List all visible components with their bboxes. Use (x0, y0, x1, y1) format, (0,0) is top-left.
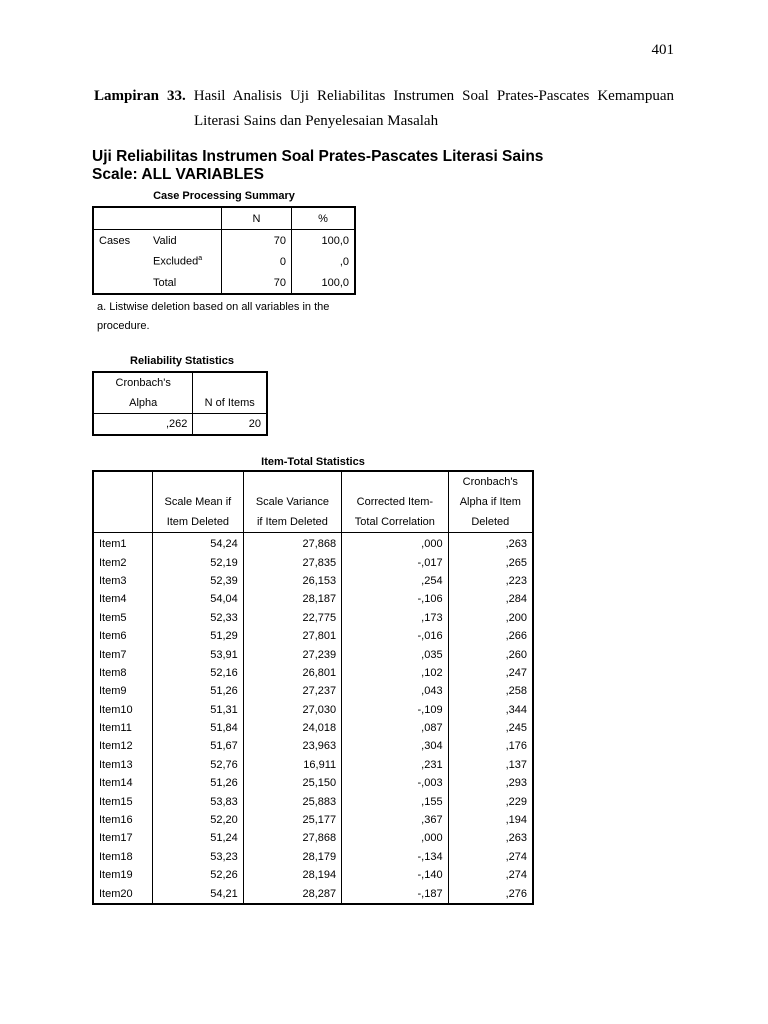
cell-item-name: Item1 (99, 538, 127, 551)
cell-scale-variance: 28,179 (243, 848, 341, 866)
section-title-line-2: Scale: ALL VARIABLES (92, 166, 264, 183)
table-header-row (93, 372, 267, 393)
cell-percent: ,0 (292, 251, 356, 272)
cell-n: 0 (222, 251, 292, 272)
cell-scale-mean: 54,24 (153, 533, 244, 554)
cell-alpha: ,262 (165, 418, 188, 430)
item-total-table (92, 470, 534, 905)
cell-scale-variance: 27,237 (243, 682, 341, 700)
cell-item-name: Item20 (99, 887, 133, 900)
cell-scale-variance: 27,868 (243, 533, 341, 554)
item-total-body (93, 533, 533, 904)
cell-corrected-correlation: ,367 (342, 811, 448, 829)
table-row (93, 811, 533, 829)
cell-scale-mean: 52,20 (153, 811, 244, 829)
cell-item-name: Item3 (99, 574, 127, 587)
cell-alpha-if-deleted: ,274 (448, 866, 533, 884)
cell-corrected-correlation: ,155 (342, 792, 448, 810)
table-row (93, 866, 533, 884)
cell-corrected-correlation: ,173 (342, 609, 448, 627)
cell-scale-mean: 51,67 (153, 737, 244, 755)
cell-scale-variance: 27,030 (243, 701, 341, 719)
header-n: N (222, 207, 292, 230)
cell-percent: 100,0 (292, 230, 356, 252)
cell-corrected-correlation: ,102 (342, 664, 448, 682)
item-total-title: Item-Total Statistics (261, 456, 365, 468)
table-row (93, 272, 355, 294)
cell-alpha-if-deleted: ,194 (448, 811, 533, 829)
footnote-marker: a (198, 255, 203, 263)
cell-corrected-correlation: -,017 (342, 553, 448, 571)
cell-alpha-if-deleted: ,245 (448, 719, 533, 737)
table-row (93, 572, 533, 590)
header-percent: % (292, 207, 356, 230)
cell-scale-variance: 27,239 (243, 645, 341, 663)
cell-scale-mean: 51,26 (153, 774, 244, 792)
cell-scale-mean: 51,29 (153, 627, 244, 645)
cell-item-name: Item19 (99, 869, 133, 882)
cell-scale-mean: 54,21 (153, 884, 244, 903)
cell-scale-variance: 27,868 (243, 829, 341, 847)
table-row (93, 848, 533, 866)
cell-corrected-correlation: ,254 (342, 572, 448, 590)
cell-scale-variance: 27,801 (243, 627, 341, 645)
table-row (93, 645, 533, 663)
cell-scale-variance: 24,018 (243, 719, 341, 737)
table-row (93, 664, 533, 682)
cell-scale-variance: 28,287 (243, 884, 341, 903)
header-cell (342, 471, 448, 492)
cell-scale-variance: 28,194 (243, 866, 341, 884)
table-row (93, 590, 533, 608)
cell-scale-mean: 53,91 (153, 645, 244, 663)
section-title (92, 148, 543, 184)
cell-alpha-if-deleted: ,260 (448, 645, 533, 663)
table-row (93, 553, 533, 571)
cell-corrected-correlation: ,035 (342, 645, 448, 663)
table-row (93, 719, 533, 737)
table-header-row (93, 393, 267, 414)
header-cell: Cronbach's (448, 471, 533, 492)
caption-label: Lampiran 33. (94, 88, 186, 104)
header-cell: Total Correlation (342, 512, 448, 533)
cell-scale-variance: 22,775 (243, 609, 341, 627)
cell-item-name: Item18 (99, 850, 133, 863)
cell-alpha-if-deleted: ,247 (448, 664, 533, 682)
cell-alpha-if-deleted: ,263 (448, 829, 533, 847)
table-row (93, 884, 533, 903)
cell-scale-variance: 25,150 (243, 774, 341, 792)
header-cell: Scale Mean if (153, 492, 244, 512)
table-header-row (93, 471, 533, 492)
cell-alpha-if-deleted: ,344 (448, 701, 533, 719)
cell-alpha-if-deleted: ,137 (448, 756, 533, 774)
table-row (93, 701, 533, 719)
table-row (93, 756, 533, 774)
header-alpha-line-1: Cronbach's (115, 377, 171, 389)
table-row (93, 792, 533, 810)
caption-text: Hasil Analisis Uji Reliabilitas Instrumen Soal Prates-Pascates Kemampuan (193, 88, 674, 104)
cell-alpha-if-deleted: ,258 (448, 682, 533, 700)
header-n-of-items: N of Items (193, 393, 267, 414)
table-header-row (93, 492, 533, 512)
cell-corrected-correlation: ,231 (342, 756, 448, 774)
header-alpha-line-2: Alpha (93, 393, 193, 414)
header-cell (243, 471, 341, 492)
case-processing-title: Case Processing Summary (153, 190, 295, 202)
cell-alpha-if-deleted: ,274 (448, 848, 533, 866)
table-row (93, 609, 533, 627)
cell-scale-variance: 25,177 (243, 811, 341, 829)
header-cell: Scale Variance (243, 492, 341, 512)
table-row (93, 774, 533, 792)
table-row (93, 533, 533, 554)
cell-alpha-if-deleted: ,284 (448, 590, 533, 608)
cell-scale-mean: 52,16 (153, 664, 244, 682)
page-number: 401 (651, 42, 674, 58)
cell-corrected-correlation: ,087 (342, 719, 448, 737)
cell-item-name: Item11 (99, 722, 132, 735)
cell-item-name: Item4 (99, 593, 127, 606)
cell-scale-mean: 51,24 (153, 829, 244, 847)
cell-item-name: Item9 (99, 685, 127, 698)
cell-percent: 100,0 (292, 272, 356, 294)
reliability-title: Reliability Statistics (130, 355, 234, 367)
cell-alpha-if-deleted: ,176 (448, 737, 533, 755)
row-group-label: Cases (99, 234, 131, 247)
cell-item-name: Item16 (99, 814, 133, 827)
cell-corrected-correlation: -,140 (342, 866, 448, 884)
cell-scale-mean: 52,19 (153, 553, 244, 571)
cell-corrected-correlation: -,106 (342, 590, 448, 608)
header-cell: Deleted (448, 512, 533, 533)
cell-item-name: Item12 (99, 740, 133, 753)
row-label: Excluded$^a$ (153, 255, 203, 268)
row-label: Valid (153, 234, 177, 247)
section-title-line-1: Uji Reliabilitas Instrumen Soal Prates-Pascates Literasi Sains (92, 148, 544, 165)
table-row (93, 829, 533, 847)
cell-item-name: Item14 (99, 777, 133, 790)
cell-scale-mean: 51,84 (153, 719, 244, 737)
reliability-table (92, 371, 268, 436)
caption-line-2: Literasi Sains dan Penyelesaian Masalah (194, 113, 439, 129)
cell-corrected-correlation: -,016 (342, 627, 448, 645)
cell-corrected-correlation: -,003 (342, 774, 448, 792)
header-cell: Item Deleted (153, 512, 244, 533)
cell-item-name: Item7 (99, 648, 127, 661)
header-cell (153, 471, 244, 492)
cell-scale-mean: 54,04 (153, 590, 244, 608)
cell-corrected-correlation: -,134 (342, 848, 448, 866)
cell-corrected-correlation: -,187 (342, 884, 448, 903)
cell-scale-variance: 28,187 (243, 590, 341, 608)
table-row (93, 251, 355, 272)
cell-alpha-if-deleted: ,266 (448, 627, 533, 645)
cell-alpha-if-deleted: ,265 (448, 553, 533, 571)
cell-scale-variance: 16,911 (243, 756, 341, 774)
row-label: Total (153, 276, 177, 289)
cell-item-name: Item5 (99, 611, 127, 624)
cell-alpha-if-deleted: ,223 (448, 572, 533, 590)
table-row (93, 627, 533, 645)
caption-line-1 (94, 88, 674, 105)
table-header-row (93, 207, 355, 230)
cell-scale-mean: 51,26 (153, 682, 244, 700)
cell-alpha-if-deleted: ,229 (448, 792, 533, 810)
table-row (93, 682, 533, 700)
table-header-row (93, 512, 533, 533)
case-processing-footnote: a. Listwise deletion based on all variables in the procedure. (97, 301, 330, 332)
cell-corrected-correlation: ,304 (342, 737, 448, 755)
case-processing-table (92, 206, 356, 295)
cell-scale-mean: 51,31 (153, 701, 244, 719)
cell-item-name: Item10 (99, 703, 133, 716)
cell-alpha-if-deleted: ,276 (448, 884, 533, 903)
cell-n: 70 (222, 230, 292, 252)
cell-corrected-correlation: ,000 (342, 533, 448, 554)
cell-alpha-if-deleted: ,293 (448, 774, 533, 792)
cell-item-name: Item15 (99, 795, 133, 808)
cell-scale-variance: 27,835 (243, 553, 341, 571)
cell-scale-mean: 52,76 (153, 756, 244, 774)
cell-scale-variance: 25,883 (243, 792, 341, 810)
header-cell: Corrected Item- (342, 492, 448, 512)
cell-alpha-if-deleted: ,200 (448, 609, 533, 627)
cell-n-items: 20 (193, 414, 267, 436)
cell-corrected-correlation: ,000 (342, 829, 448, 847)
cell-item-name: Item17 (99, 832, 133, 845)
header-cell: Alpha if Item (448, 492, 533, 512)
cell-item-name: Item6 (99, 630, 127, 643)
cell-n: 70 (222, 272, 292, 294)
cell-item-name: Item13 (99, 758, 133, 771)
cell-corrected-correlation: ,043 (342, 682, 448, 700)
cell-item-name: Item8 (99, 666, 127, 679)
cell-scale-mean: 52,26 (153, 866, 244, 884)
table-row (93, 230, 355, 252)
cell-scale-mean: 53,83 (153, 792, 244, 810)
cell-scale-mean: 52,39 (153, 572, 244, 590)
cell-scale-variance: 26,801 (243, 664, 341, 682)
header-cell: if Item Deleted (243, 512, 341, 533)
cell-scale-mean: 52,33 (153, 609, 244, 627)
table-row (93, 737, 533, 755)
cell-scale-variance: 26,153 (243, 572, 341, 590)
table-row (93, 414, 267, 436)
cell-scale-mean: 53,23 (153, 848, 244, 866)
cell-corrected-correlation: -,109 (342, 701, 448, 719)
cell-scale-variance: 23,963 (243, 737, 341, 755)
cell-alpha-if-deleted: ,263 (448, 533, 533, 554)
cell-item-name: Item2 (99, 556, 127, 569)
